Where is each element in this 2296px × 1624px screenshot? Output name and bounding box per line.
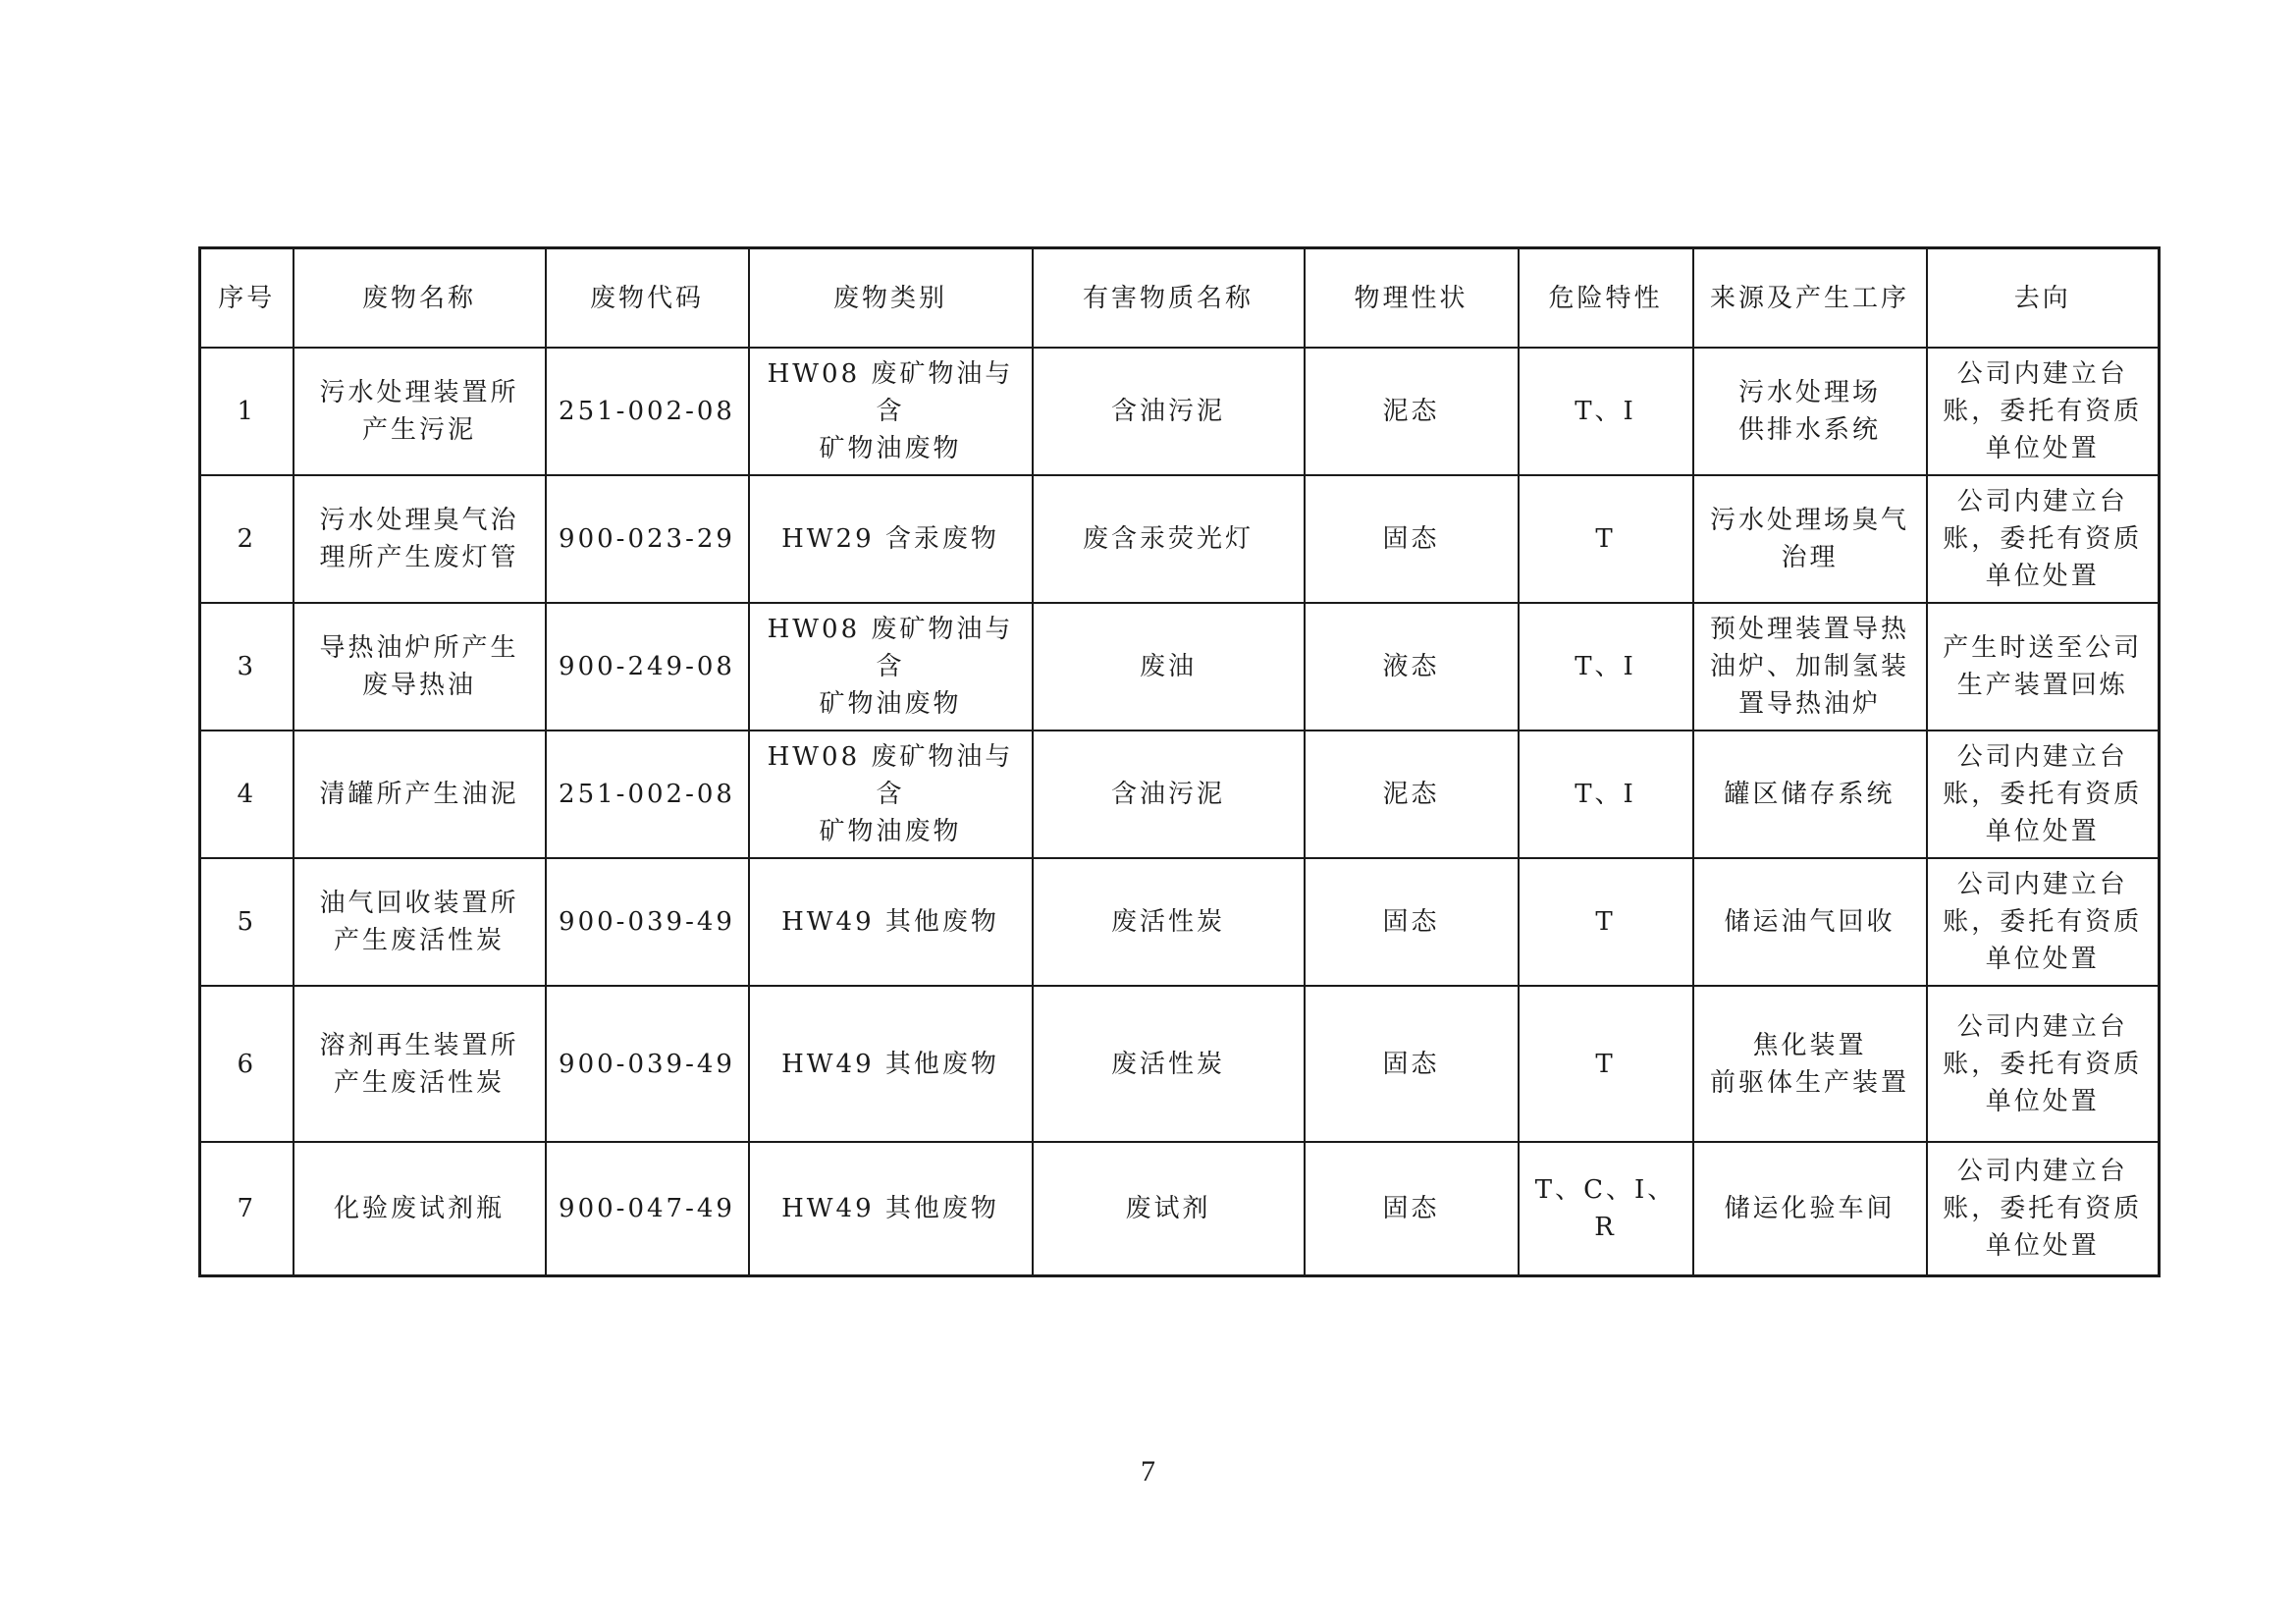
cell-destination: 产生时送至公司 生产装置回炼 — [1927, 603, 2160, 731]
cell-index: 5 — [200, 858, 294, 986]
cell-waste-code: 900-039-49 — [546, 858, 749, 986]
table-row — [200, 858, 2160, 986]
cell-waste-name: 污水处理臭气治 理所产生废灯管 — [294, 475, 546, 603]
cell-destination: 公司内建立台 账，委托有资质 单位处置 — [1927, 348, 2160, 475]
cell-waste-name: 导热油炉所产生 废导热油 — [294, 603, 546, 731]
cell-waste-code: 251-002-08 — [546, 731, 749, 858]
cell-waste-code: 900-047-49 — [546, 1142, 749, 1276]
cell-waste-category: HW49 其他废物 — [749, 858, 1033, 986]
cell-hazard-property: T — [1519, 858, 1693, 986]
page-number: 7 — [1141, 1455, 1155, 1488]
table-row — [200, 986, 2160, 1142]
cell-waste-category: HW08 废矿物油与含 矿物油废物 — [749, 603, 1033, 731]
cell-destination: 公司内建立台 账，委托有资质 单位处置 — [1927, 858, 2160, 986]
table-row — [200, 603, 2160, 731]
hazardous-waste-table — [198, 246, 2161, 1277]
cell-waste-code: 900-249-08 — [546, 603, 749, 731]
cell-waste-category: HW49 其他废物 — [749, 1142, 1033, 1276]
cell-index: 7 — [200, 1142, 294, 1276]
cell-hazardous-substance: 废活性炭 — [1033, 858, 1305, 986]
table-row — [200, 348, 2160, 475]
cell-physical-state: 固态 — [1305, 475, 1519, 603]
header-hazard-property: 危险特性 — [1519, 248, 1693, 349]
cell-source-process: 焦化装置 前驱体生产装置 — [1693, 986, 1927, 1142]
table-header-row — [200, 248, 2160, 349]
cell-hazardous-substance: 废活性炭 — [1033, 986, 1305, 1142]
cell-index: 6 — [200, 986, 294, 1142]
cell-hazard-property: T、C、I、R — [1519, 1142, 1693, 1276]
cell-destination: 公司内建立台 账，委托有资质 单位处置 — [1927, 986, 2160, 1142]
cell-waste-code: 251-002-08 — [546, 348, 749, 475]
cell-hazard-property: T、I — [1519, 731, 1693, 858]
cell-source-process: 储运化验车间 — [1693, 1142, 1927, 1276]
cell-index: 2 — [200, 475, 294, 603]
cell-waste-code: 900-023-29 — [546, 475, 749, 603]
header-waste-name: 废物名称 — [294, 248, 546, 349]
cell-physical-state: 固态 — [1305, 986, 1519, 1142]
cell-waste-name: 化验废试剂瓶 — [294, 1142, 546, 1276]
cell-destination: 公司内建立台 账，委托有资质 单位处置 — [1927, 731, 2160, 858]
cell-waste-name: 溶剂再生装置所 产生废活性炭 — [294, 986, 546, 1142]
cell-source-process: 储运油气回收 — [1693, 858, 1927, 986]
cell-hazardous-substance: 含油污泥 — [1033, 731, 1305, 858]
cell-waste-category: HW08 废矿物油与含 矿物油废物 — [749, 348, 1033, 475]
cell-index: 3 — [200, 603, 294, 731]
cell-waste-category: HW29 含汞废物 — [749, 475, 1033, 603]
cell-physical-state: 泥态 — [1305, 348, 1519, 475]
cell-waste-category: HW08 废矿物油与含 矿物油废物 — [749, 731, 1033, 858]
header-destination: 去向 — [1927, 248, 2160, 349]
cell-index: 1 — [200, 348, 294, 475]
cell-waste-category: HW49 其他废物 — [749, 986, 1033, 1142]
cell-waste-name: 污水处理装置所 产生污泥 — [294, 348, 546, 475]
header-waste-category: 废物类别 — [749, 248, 1033, 349]
cell-index: 4 — [200, 731, 294, 858]
cell-destination: 公司内建立台 账，委托有资质 单位处置 — [1927, 475, 2160, 603]
table-row — [200, 731, 2160, 858]
cell-hazard-property: T — [1519, 986, 1693, 1142]
cell-source-process: 罐区储存系统 — [1693, 731, 1927, 858]
cell-hazard-property: T — [1519, 475, 1693, 603]
cell-destination: 公司内建立台 账，委托有资质 单位处置 — [1927, 1142, 2160, 1276]
cell-source-process: 预处理装置导热 油炉、加制氢装 置导热油炉 — [1693, 603, 1927, 731]
table-row — [200, 1142, 2160, 1276]
header-physical-state: 物理性状 — [1305, 248, 1519, 349]
cell-hazardous-substance: 含油污泥 — [1033, 348, 1305, 475]
cell-physical-state: 固态 — [1305, 858, 1519, 986]
header-waste-code: 废物代码 — [546, 248, 749, 349]
cell-source-process: 污水处理场臭气 治理 — [1693, 475, 1927, 603]
cell-physical-state: 泥态 — [1305, 731, 1519, 858]
cell-hazard-property: T、I — [1519, 348, 1693, 475]
cell-hazard-property: T、I — [1519, 603, 1693, 731]
cell-hazardous-substance: 废油 — [1033, 603, 1305, 731]
header-source-process: 来源及产生工序 — [1693, 248, 1927, 349]
cell-waste-name: 油气回收装置所 产生废活性炭 — [294, 858, 546, 986]
cell-hazardous-substance: 废试剂 — [1033, 1142, 1305, 1276]
cell-source-process: 污水处理场 供排水系统 — [1693, 348, 1927, 475]
cell-physical-state: 固态 — [1305, 1142, 1519, 1276]
cell-hazardous-substance: 废含汞荧光灯 — [1033, 475, 1305, 603]
header-hazardous-substance: 有害物质名称 — [1033, 248, 1305, 349]
cell-waste-code: 900-039-49 — [546, 986, 749, 1142]
header-index: 序号 — [200, 248, 294, 349]
cell-physical-state: 液态 — [1305, 603, 1519, 731]
table-row — [200, 475, 2160, 603]
cell-waste-name: 清罐所产生油泥 — [294, 731, 546, 858]
